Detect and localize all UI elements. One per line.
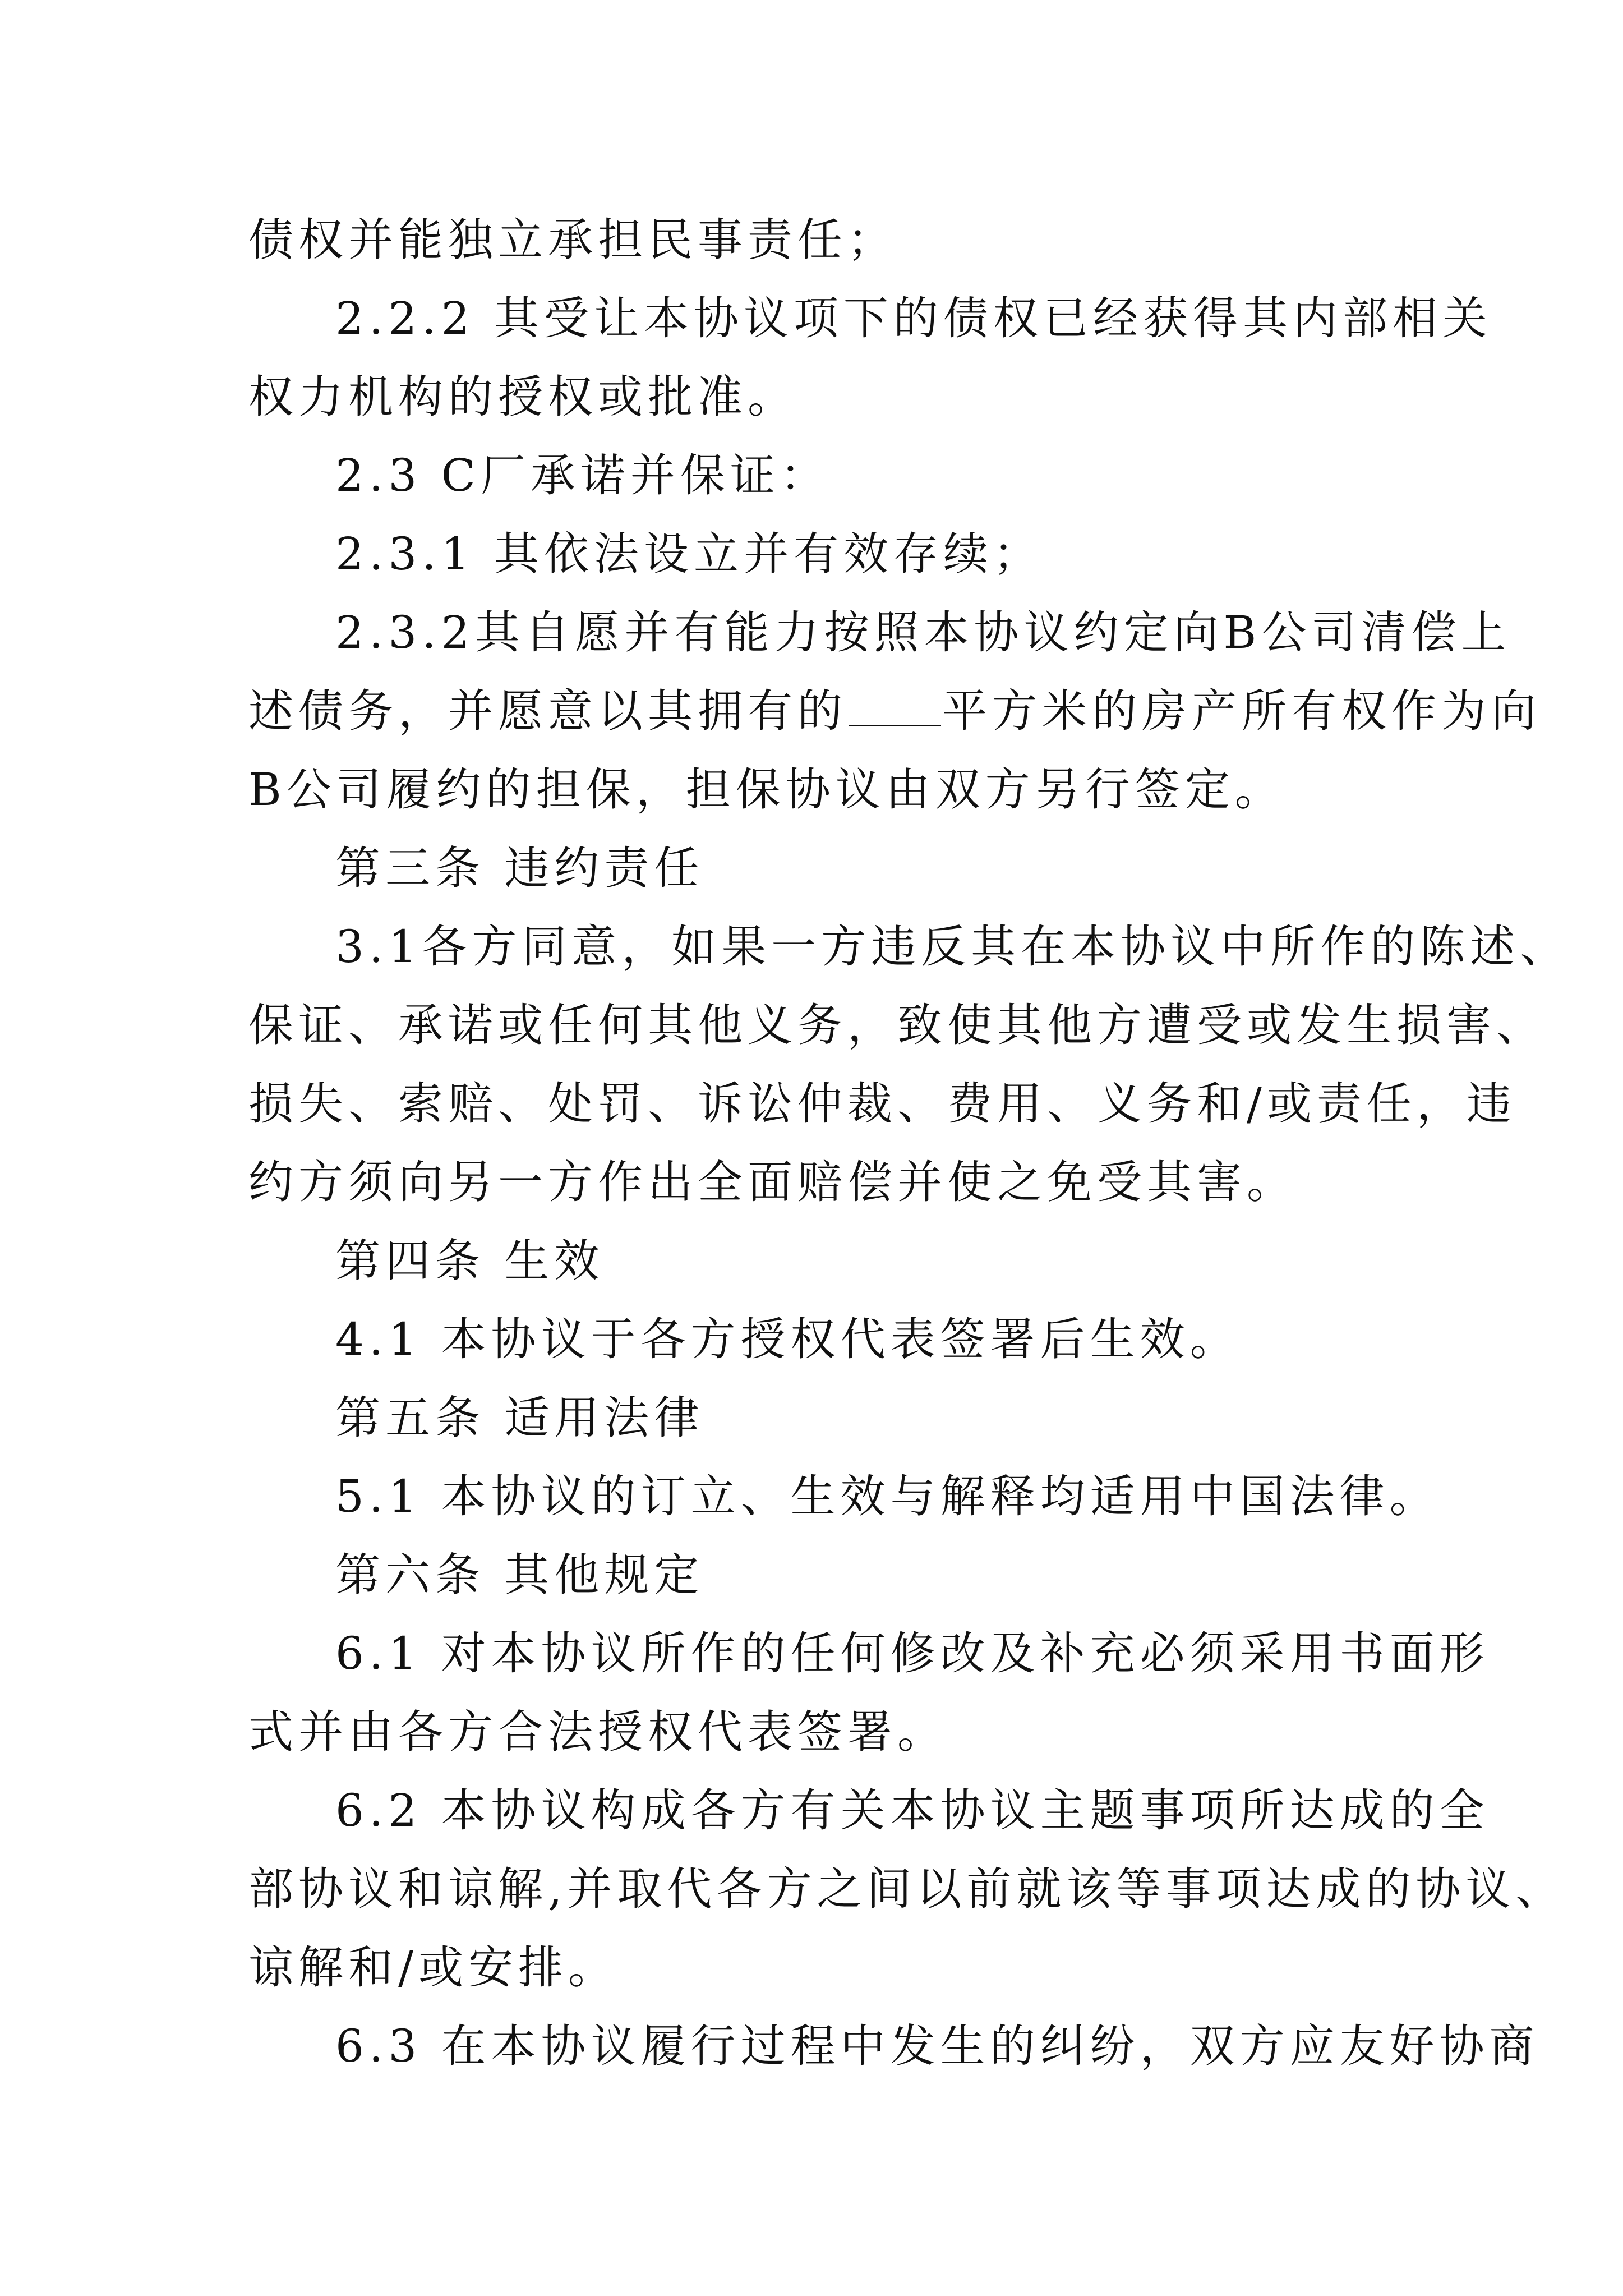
section-heading: 第六条 其他规定 (335, 1549, 704, 1601)
text-segment: 平方米的房产所有权作为向 (942, 685, 1541, 737)
text-line: 6.1 对本协议所作的任何修改及补充必须采用书面形 (335, 1627, 1490, 1680)
section-heading: 第五条 适用法律 (335, 1392, 704, 1444)
text-line: 部协议和谅解,并取代各方之间以前就该等事项达成的协议、 (248, 1863, 1566, 1915)
text-line: 式并由各方合法授权代表签署。 (248, 1706, 947, 1758)
text-line: 债权并能独立承担民事责任； (248, 214, 897, 266)
text-line: B公司履约的担保，担保协议由双方另行签定。 (248, 763, 1285, 816)
text-line: 2.3 C厂承诺并保证： (335, 449, 830, 501)
text-line: 3.1各方同意，如果一方违反其在本协议中所作的陈述、 (335, 921, 1570, 973)
text-line: 保证、承诺或任何其他义务，致使其他方遭受或发生损害、 (248, 999, 1546, 1051)
text-segment: 述债务，并愿意以其拥有的 (248, 685, 847, 737)
text-line: 谅解和/或安排。 (248, 1941, 618, 1994)
fill-in-blank (849, 685, 941, 726)
section-heading: 第三条 违约责任 (335, 842, 704, 894)
text-line: 6.2 本协议构成各方有关本协议主题事项所达成的全 (335, 1784, 1490, 1837)
text-line: 损失、索赔、处罚、诉讼仲裁、费用、义务和/或责任，违 (248, 1078, 1516, 1130)
text-line: 权力机构的授权或批准。 (248, 371, 797, 423)
text-line: 6.3 在本协议履行过程中发生的纠纷，双方应友好协商 (335, 2020, 1539, 2072)
text-line: 2.2.2 其受让本协议项下的债权已经获得其内部相关 (335, 292, 1492, 344)
text-line: 4.1 本协议于各方授权代表签署后生效。 (335, 1313, 1240, 1365)
text-line: 2.3.1 其依法设立并有效存续； (335, 528, 1043, 580)
text-line: 5.1 本协议的订立、生效与解释均适用中国法律。 (335, 1470, 1440, 1522)
text-line: 2.3.2其自愿并有能力按照本协议约定向B公司清偿上 (335, 606, 1511, 659)
text-line-with-blank (248, 683, 1541, 739)
text-line: 约方须向另一方作出全面赔偿并使之免受其害。 (248, 1156, 1297, 1208)
section-heading: 第四条 生效 (335, 1235, 605, 1287)
